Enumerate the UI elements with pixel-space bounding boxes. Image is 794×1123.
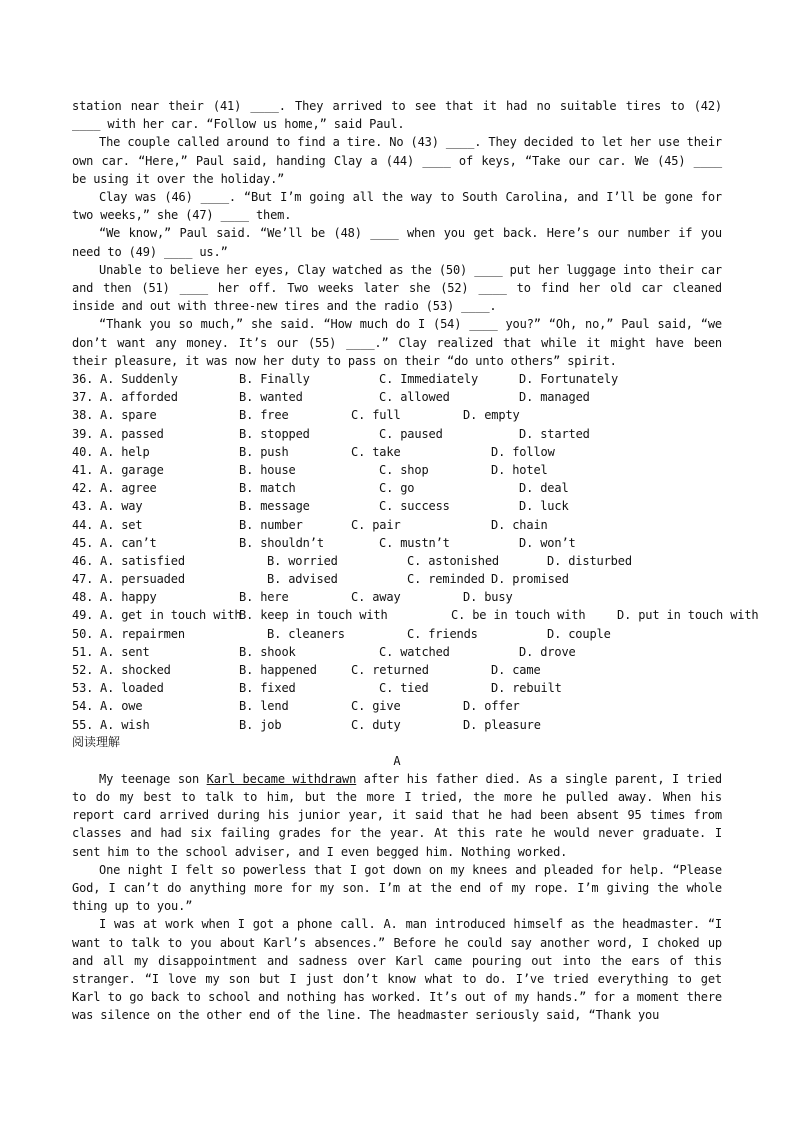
answer-option: B. push <box>239 444 289 459</box>
answer-option: A. Suddenly <box>100 372 178 387</box>
answer-option: D. Fortunately <box>519 372 619 387</box>
question-number: 38. <box>72 408 94 423</box>
question-number: 54. <box>72 699 94 714</box>
answer-option: C. away <box>351 590 401 605</box>
answer-option: A. persuaded <box>100 572 185 587</box>
answer-option: D. promised <box>491 572 569 587</box>
reading-paragraph: I was at work when I got a phone call. A. man introduced himself as the headmaster. “I want to talk to you about Karl’s absences.” Before he could say another word, I choked up and all my disappointment and sadness over Karl came pouring out into the ears of this stranger. “I love my son but I just don’t know what to do. I’ve tried everything to get Karl to go back to school and nothing has worked. It’s out of my hands.” for a moment there was silence on the other end of the line. The headmaster seriously said, “Thank you <box>72 917 722 1023</box>
answer-option: B. shook <box>239 644 296 659</box>
question-row <box>72 697 722 715</box>
question-number: 36. <box>72 372 94 387</box>
answer-option: B. here <box>239 590 289 605</box>
question-number: 40. <box>72 444 94 459</box>
passage-paragraph: station near their (41) ____. They arrived to see that it had no suitable tires to (42) ____ with her car. “Follow us home,” said Paul. <box>72 99 722 132</box>
answer-option: C. friends <box>407 626 478 641</box>
question-row <box>72 570 722 588</box>
answer-option: D. came <box>491 663 541 678</box>
question-number: 48. <box>72 590 94 605</box>
answer-option: D. empty <box>463 408 520 423</box>
answer-option: D. offer <box>463 699 520 714</box>
answer-option: A. owe <box>100 699 143 714</box>
question-row <box>72 625 722 643</box>
answer-option: C. allowed <box>379 390 450 405</box>
question-list <box>72 370 759 734</box>
question-row <box>72 661 722 679</box>
answer-option: C. tied <box>379 681 429 696</box>
question-row <box>72 679 722 697</box>
question-number: 45. <box>72 535 94 550</box>
underlined-phrase: Karl became withdrawn <box>206 771 357 786</box>
passage-paragraph: Unable to believe her eyes, Clay watched as the (50) ____ put her luggage into their car and then (51) ____ her off. Two weeks later she (52) ____ to find her old car cleaned inside and out with three-new tires and the radio (53) ____. <box>72 262 722 314</box>
answer-option: A. can’t <box>100 535 157 550</box>
answer-option: B. house <box>239 462 296 477</box>
answer-option: B. keep in touch with <box>239 608 388 623</box>
question-number: 37. <box>72 390 94 405</box>
question-number: 44. <box>72 517 94 532</box>
text-span: My teenage son <box>99 771 207 786</box>
cloze-passage <box>72 97 722 370</box>
question-number: 53. <box>72 681 94 696</box>
document-page <box>72 97 759 1025</box>
answer-option: C. watched <box>379 644 450 659</box>
question-row <box>72 497 722 515</box>
answer-option: D. busy <box>463 590 513 605</box>
question-row <box>72 716 722 734</box>
answer-option: C. astonished <box>407 553 499 568</box>
answer-option: A. way <box>100 499 143 514</box>
answer-option: C. take <box>351 444 401 459</box>
answer-option: B. shouldn’t <box>239 535 324 550</box>
answer-option: D. follow <box>491 444 555 459</box>
answer-option: A. wish <box>100 717 150 732</box>
answer-option: D. disturbed <box>547 553 632 568</box>
question-row <box>72 425 722 443</box>
question-number: 51. <box>72 644 94 659</box>
answer-option: A. passed <box>100 426 164 441</box>
answer-option: A. agree <box>100 481 157 496</box>
answer-option: D. rebuilt <box>491 681 562 696</box>
answer-option: B. happened <box>239 663 317 678</box>
answer-option: B. cleaners <box>267 626 345 641</box>
question-row <box>72 588 722 606</box>
question-row <box>72 406 722 424</box>
answer-option: C. success <box>379 499 450 514</box>
text-span: after his father died. As a single parent, I tried to do my best to talk to him, but the more I tried, the more he pulled away. When his report card arrived during his junior year, it said that he had been absent 95 times from classes and had six failing grades for the year. At this rate he would never graduate. I sent him to the school adviser, and I even begged him. Nothing worked. <box>72 771 722 859</box>
passage-paragraph: “We know,” Paul said. “We’ll be (48) ____ when you get back. Here’s our number if you need to (49) ____ us.” <box>72 226 722 259</box>
question-row <box>72 552 722 570</box>
answer-option: C. give <box>351 699 401 714</box>
question-number: 46. <box>72 553 94 568</box>
question-row <box>72 534 722 552</box>
answer-option: B. match <box>239 481 296 496</box>
answer-option: A. repairmen <box>100 626 185 641</box>
answer-option: D. started <box>519 426 590 441</box>
answer-option: C. duty <box>351 717 401 732</box>
reading-paragraph <box>72 770 722 861</box>
answer-option: C. pair <box>351 517 401 532</box>
question-number: 43. <box>72 499 94 514</box>
answer-option: A. shocked <box>100 663 171 678</box>
answer-option: D. won’t <box>519 535 576 550</box>
answer-option: B. number <box>239 517 303 532</box>
question-row <box>72 606 759 624</box>
question-row <box>72 443 722 461</box>
passage-paragraph: Clay was (46) ____. “But I’m going all the way to South Carolina, and I’ll be gone for two weeks,” she (47) ____ them. <box>72 190 722 223</box>
answer-option: C. be in touch with <box>451 608 586 623</box>
question-number: 55. <box>72 717 94 732</box>
question-row <box>72 370 722 388</box>
answer-option: C. go <box>379 481 415 496</box>
answer-option: D. chain <box>491 517 548 532</box>
answer-option: D. pleasure <box>463 717 541 732</box>
section-heading: 阅读理解 <box>72 734 121 749</box>
question-row <box>72 516 722 534</box>
answer-option: D. hotel <box>491 462 548 477</box>
answer-option: B. job <box>239 717 282 732</box>
question-number: 52. <box>72 663 94 678</box>
question-number: 49. <box>72 608 94 623</box>
question-number: 41. <box>72 462 94 477</box>
answer-option: B. stopped <box>239 426 310 441</box>
answer-option: A. get in touch with <box>100 608 242 623</box>
answer-option: A. loaded <box>100 681 164 696</box>
answer-option: C. Immediately <box>379 372 479 387</box>
answer-option: B. lend <box>239 699 289 714</box>
answer-option: A. sent <box>100 644 150 659</box>
answer-option: A. happy <box>100 590 157 605</box>
answer-option: D. luck <box>519 499 569 514</box>
answer-option: C. full <box>351 408 401 423</box>
answer-option: B. message <box>239 499 310 514</box>
passage-label: A <box>393 753 401 768</box>
passage-paragraph: “Thank you so much,” she said. “How much do I (54) ____ you?” “Oh, no,” Paul said, “we don’t want any money. It’s our (55) ____.” Clay realized that while it might have been their pleasure, it was now her duty to pass on their “do unto others” spirit. <box>72 317 722 368</box>
answer-option: D. drove <box>519 644 576 659</box>
question-number: 39. <box>72 426 94 441</box>
answer-option: A. spare <box>100 408 157 423</box>
answer-option: C. returned <box>351 663 429 678</box>
question-row <box>72 388 722 406</box>
answer-option: D. managed <box>519 390 590 405</box>
answer-option: B. free <box>239 408 289 423</box>
answer-option: B. worried <box>267 553 338 568</box>
answer-option: D. put in touch with <box>617 608 759 623</box>
question-row <box>72 479 722 497</box>
answer-option: D. couple <box>547 626 611 641</box>
answer-option: A. afforded <box>100 390 178 405</box>
question-row <box>72 461 722 479</box>
question-number: 50. <box>72 626 94 641</box>
answer-option: A. satisfied <box>100 553 185 568</box>
answer-option: D. deal <box>519 481 569 496</box>
answer-option: C. mustn’t <box>379 535 450 550</box>
answer-option: A. set <box>100 517 143 532</box>
answer-option: A. garage <box>100 462 164 477</box>
answer-option: B. advised <box>267 572 338 587</box>
answer-option: C. reminded <box>407 572 485 587</box>
answer-option: B. fixed <box>239 681 296 696</box>
answer-option: A. help <box>100 444 150 459</box>
question-number: 47. <box>72 572 94 587</box>
answer-option: B. Finally <box>239 372 310 387</box>
reading-paragraph: One night I felt so powerless that I got down on my knees and pleaded for help. “Please God, I can’t do anything more for my son. I’m at the end of my rope. I’m giving the whole thing up to you.” <box>72 862 722 914</box>
answer-option: B. wanted <box>239 390 303 405</box>
question-row <box>72 643 722 661</box>
passage-paragraph: The couple called around to find a tire. No (43) ____. They decided to let her use their own car. “Here,” Paul said, handing Clay a (44) ____ of keys, “Take our car. We (45) ____ be using it over the holiday.” <box>72 135 722 186</box>
answer-option: C. shop <box>379 462 429 477</box>
question-number: 42. <box>72 481 94 496</box>
answer-option: C. paused <box>379 426 443 441</box>
